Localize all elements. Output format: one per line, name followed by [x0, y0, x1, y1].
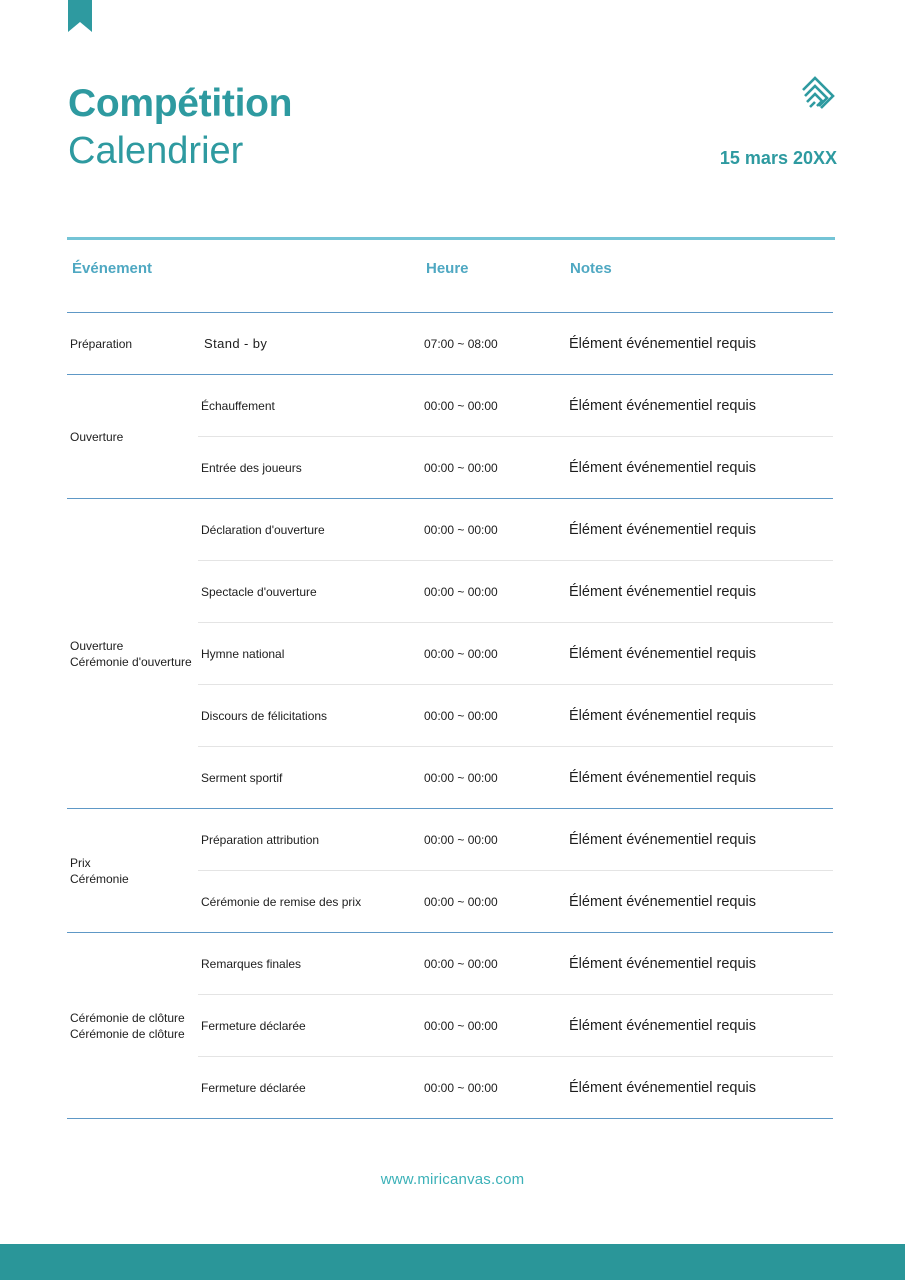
group-label	[70, 499, 198, 808]
event-time: 00:00 ~ 00:00	[424, 832, 498, 847]
event-note: Élément événementiel requis	[569, 1079, 756, 1096]
event-note: Élément événementiel requis	[569, 521, 756, 538]
event-item: Fermeture déclarée	[201, 1018, 306, 1033]
event-item: Spectacle d'ouverture	[201, 584, 317, 599]
event-note: Élément événementiel requis	[569, 831, 756, 848]
page-title: Compétition	[68, 82, 293, 125]
table-row	[198, 870, 833, 932]
schedule-group	[67, 498, 833, 808]
table-row	[198, 375, 833, 436]
event-note: Élément événementiel requis	[569, 1017, 756, 1034]
schedule-group	[67, 374, 833, 498]
table-row	[198, 499, 833, 560]
table-row	[198, 436, 833, 498]
event-item: Remarques finales	[201, 956, 302, 971]
event-note: Élément événementiel requis	[569, 645, 756, 662]
event-item: Discours de félicitations	[201, 708, 328, 723]
group-label-line: Ouverture	[70, 638, 124, 653]
event-time: 00:00 ~ 00:00	[424, 522, 498, 537]
event-item: Cérémonie de remise des prix	[201, 894, 362, 909]
group-label-line: Cérémonie	[70, 871, 129, 886]
schedule-group	[67, 312, 833, 374]
group-label-line: Ouverture	[70, 429, 124, 444]
event-item: Déclaration d'ouverture	[201, 522, 325, 537]
event-item: Serment sportif	[201, 770, 283, 785]
event-note: Élément événementiel requis	[569, 397, 756, 414]
logo-icon	[801, 76, 837, 112]
page-subtitle: Calendrier	[68, 130, 244, 172]
column-header-event: Événement	[72, 260, 153, 277]
event-time: 00:00 ~ 00:00	[424, 956, 498, 971]
column-header-time: Heure	[426, 260, 469, 277]
event-item: Stand - by	[204, 336, 268, 351]
table-row	[198, 809, 833, 870]
event-time: 07:00 ~ 08:00	[424, 336, 498, 351]
event-note: Élément événementiel requis	[569, 707, 756, 724]
group-label-line: Cérémonie de clôture	[70, 1010, 185, 1025]
table-row	[198, 994, 833, 1056]
event-time: 00:00 ~ 00:00	[424, 646, 498, 661]
group-label	[70, 313, 198, 374]
footer-bar	[0, 1244, 905, 1280]
event-note: Élément événementiel requis	[569, 335, 756, 352]
group-label-line: Cérémonie d'ouverture	[70, 654, 192, 669]
event-time: 00:00 ~ 00:00	[424, 584, 498, 599]
event-time: 00:00 ~ 00:00	[424, 708, 498, 723]
group-label	[70, 375, 198, 498]
group-label	[70, 933, 198, 1118]
event-note: Élément événementiel requis	[569, 893, 756, 910]
event-item: Entrée des joueurs	[201, 460, 302, 475]
table-row	[198, 313, 833, 374]
event-item: Échauffement	[201, 398, 275, 413]
event-note: Élément événementiel requis	[569, 955, 756, 972]
group-label-line: Prix	[70, 855, 91, 870]
event-item: Préparation attribution	[201, 832, 320, 847]
event-time: 00:00 ~ 00:00	[424, 1080, 498, 1095]
event-time: 00:00 ~ 00:00	[424, 398, 498, 413]
bookmark-icon	[68, 0, 92, 32]
event-note: Élément événementiel requis	[569, 459, 756, 476]
event-item: Hymne national	[201, 646, 285, 661]
website-link[interactable]: www.miricanvas.com	[380, 1171, 525, 1188]
event-time: 00:00 ~ 00:00	[424, 894, 498, 909]
group-label-line: Cérémonie de clôture	[70, 1026, 185, 1041]
table-row	[198, 560, 833, 622]
event-note: Élément événementiel requis	[569, 583, 756, 600]
table-row	[198, 746, 833, 808]
schedule-group	[67, 932, 833, 1119]
event-time: 00:00 ~ 00:00	[424, 460, 498, 475]
table-row	[198, 933, 833, 994]
group-label-line: Préparation	[70, 336, 133, 351]
header-divider	[67, 237, 835, 240]
table-row	[198, 684, 833, 746]
column-header-notes: Notes	[570, 260, 612, 277]
schedule-group	[67, 808, 833, 932]
group-label	[70, 809, 198, 932]
event-note: Élément événementiel requis	[569, 769, 756, 786]
event-date: 15 mars 20XX	[719, 148, 837, 168]
table-row	[198, 622, 833, 684]
event-time: 00:00 ~ 00:00	[424, 770, 498, 785]
schedule-table	[67, 312, 833, 1119]
table-row	[198, 1056, 833, 1118]
event-time: 00:00 ~ 00:00	[424, 1018, 498, 1033]
event-item: Fermeture déclarée	[201, 1080, 306, 1095]
